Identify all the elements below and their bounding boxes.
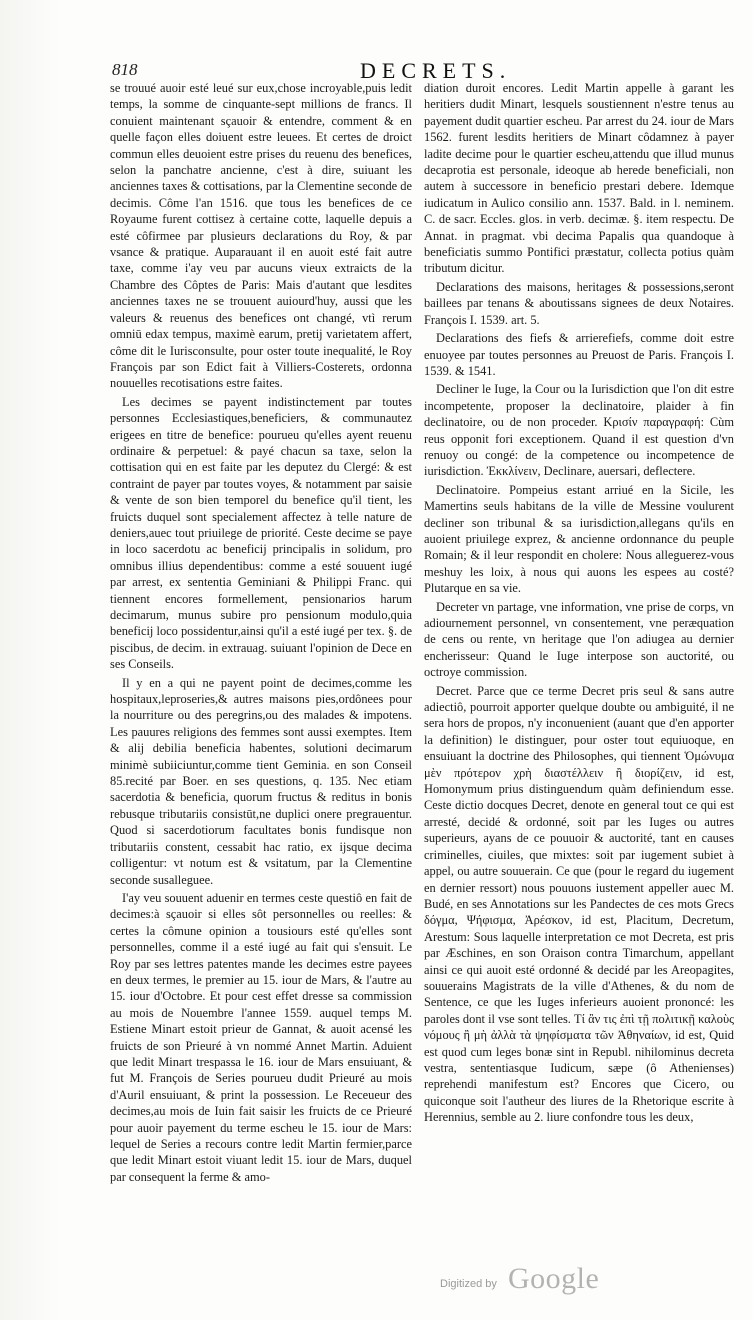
digitized-watermark (440, 1262, 700, 1302)
entry-declarations-maisons: Declarations des maisons, heritages & possessions,seront baillees par tenans & aboutissans signees de deux Notaires. François I. 1539. art. 5. (424, 279, 734, 327)
page-gutter (0, 0, 60, 1320)
left-paragraph: Il y en a qui ne payent point de decimes,comme les hospitaux,leproseries,& autres maisons pies,ordônees pour la nourriture ou des peregrins,ou des malades & impotens. Les pauures religions des femmes sont aussi exemptes. Item & alij debilia beneficia habentes, solutioni decimarum minimè subiiciuntur,comme tient Geminia. en son Conseil 85.recité par Boer. en ses questions, q. 135. Nec etiam sacerdotia & beneficia, quorum fructus & reditus in bonis rebusque tributariis consistūt,ne duplici onere pregrauentur. Quod si sacerdotiorum facultates bonis fundisque non tributariis constent, cessabit hac ratio, ex ijsque decima colligentur: vt notum est & vsitatum, par la Clementine seconde susalleguee. (110, 675, 412, 887)
entry-decliner: Decliner le Iuge, la Cour ou la Iurisdiction que l'on dit estre incompetente, proposer la declinatoire, plaider à fin declinatoire, ou de non proceder. Κρισίν παραγραφή: Cùm reus opponit fori exceptionem. Quand il est question d'vn renuoy ou congé: de la competence ou incompetence de iurisdiction. Ἐκκλίνειν, Declinare, auersari, deflectere. (424, 382, 734, 479)
folio-number: 818 (112, 60, 138, 79)
google-logo: Google (508, 1262, 600, 1295)
left-paragraph: I'ay veu souuent aduenir en termes ceste questiô en fait de decimes:à sçauoir si elles sôt personnelles ou reelles: & certes la cômune opinion a tousiours esté qu'elles sont personnelles, comme il a esté iugé au fait qui s'ensuit. Le Roy par ses lettres patentes mande les decimes estre payees en deux termes, le premier au 15. iour de Mars, & l'autre au 15. iour d'Octobre. Et pour cest effet dresse sa commission au mois de Nouembre l'annee 1559. auquel temps M. Estiene Minart estoit prieur de Gannat, & auoit acensé les fruicts de son Prieuré à vn nommé Annet Martin. Aduient que ledit Minart trespassa le 16. iour de Mars ensuiuant, & fut M. François de Series pourueu dudit Prieuré au mois d'Auril ensuiuant, & print la possession. Le Receueur des decimes,au mois de Iuin fait saisir les fruicts de ce Prieuré pour auoir payement du terme escheu le 15. iour de Mars: lequel de Series a recours contre ledit Martin fermier,parce que ledit Minart estoit viuant ledit 15. iour de Mars, duquel par consequent la ferme & amo- (110, 890, 412, 1184)
left-paragraph: se trouué auoir esté leué sur eux,chose incroyable,puis ledit temps, la somme de cinquante-sept millions de francs. Il conuient maintenant sçauoir & entendre, comment & en quelle façon elles doiuent estre leuees. Et certes de droict commun elles deuoient estre prises du reuenu des benefices, selon la panchatre ancienne, c'est à dire, suiuant les anciennes taxes & cottisations, par la Clementine seconde de decimis. Côme l'an 1516. que tous les benefices de ce Royaume furent cottisez à certaine cotte, laquelle depuis a esté côfirmee par plusieurs declarations du Roy, & par vsance & pratique. Auparauant il en auoit esté fait autre taxe, comme i'ay veu par aucuns vieux extraicts de la Chambre des Côptes de Paris: Mais d'autant que lesdites anciennes taxes ne se trouuent auiourd'huy, aussi que les valeurs & reuenus des benefices ont changé, vtì rerum omniū edax tempus, maximè earum, pretij varietatem affert, côme dit le Iurisconsulte, pour oster toute inequalité, le Roy François par son Edict fait à Villiers-Costerets, ordonna nouuelles recotisations estre faites. (110, 81, 412, 391)
left-column (110, 80, 412, 1184)
right-column (424, 80, 734, 1200)
entry-declinatoire: Declinatoire. Pompeius estant arriué en la Sicile, les Mamertins seuls habitans de la ville de Messine voulurent decliner son tribunal & sa iurisdiction,allegans qu'ils en auoient priuilege exprez, & ancienne ordonnance du peuple Romain; & il leur respondit en cholere: Nous alleguerez-vous meshuy les loix, à nous qui auons les espees au costé? Plutarque en sa vie. (424, 482, 734, 596)
digitized-by-label: Digitized by (440, 1278, 497, 1290)
entry-decret: Decret. Parce que ce terme Decret pris seul & sans autre adiectiô, pourroit apporter quelque doubte ou ambiguité, il ne sera hors de propos, n'y inconuenient (auant que d'en apporter la definition) le distinguer, pour oster tout equiuoque, en ensuiuant la doctrine des Philosophes, qui tiennent Ὁμώνυμα μὲν πρότερον χρὴ διαστέλλειν ἢ διορίζειν, id est, Homonymum prius distinguendum quàm definiendum esse. Ceste dictio docques Decret, denote en general tout ce qui est arresté, decidé & ordonné, soit par les Iuges ou autres superieurs, ayans de ce pouuoir & auctorité, tant en causes criminelles, ciuiles, que mixtes: soit par iugement subiet à appel, ou autre souuerain. Ce que (pour le regard du iugement en dernier ressort) nous pouuons iustement appeller auec M. Budé, en ses Annotations sur les Pandectes de ces mots Grecs δόγμα, Ψήφισμα, Ἀρέσκον, id est, Placitum, Decretum, Arestum: Sous laquelle interpretation ce mot Decreta, est pris par Æschines, en son Oraison contra Timarchum, appellant ainsi ce qui auoit esté ordonné & decidé par les Areopagites, souuerains Magistrats de la ville d'Athenes, & du nom de Sentence, ce que les Iuges inferieurs auoient prononcé: les paroles dont il vse sont telles. Τί ἂν τις ἐπὶ τῇ πολιτικῇ καλοὺς νόμους ἢ μὴ ἀλλὰ τὰ ψηφίσματα τῶν Ἀθηναίων, id est, Quid est quod cum leges bonæ sint in Republ. nihilominus decreta vestra, sententiasque Iudicum, sæpe (ô Athenienses) reprehendi manifestum est? Encores que Cicero, ou quiconque soit l'autheur des liures de la Rhetorique escrite à Herennius, semble au 2. liure confondre tous les deux, (424, 683, 734, 1125)
entry-decreter: Decreter vn partage, vne information, vne prise de corps, vn adiournement personnel, vn consentement, vne peræquation de cens ou rente, vn heritage que l'on adiugea au dernier encherisseur: Quand le Iuge interpose son auctorité, ou octroye commission. (424, 599, 734, 680)
left-paragraph: Les decimes se payent indistinctement par toutes personnes Ecclesiastiques,beneficiers, & communautez erigees en titre de benefice: pourueu qu'elles ayent reuenu ordinaire & perpetuel: & payé chacun sa taxe, selon la cottisation qui en est faite par les deputez du Clergé: & est contraint de payer par toutes voyes, & notamment par saisie & vente de son bien temporel du benefice qu'il tient, les fruicts duquel sont specialement affectez à telle nature de deniers,auec tout priuilege de priorité. Ceste decime se paye in loco sacerdotu ac beneficij principalis in solidum, pro omnibus illius dependentibus: comme a esté souuent iugé par arrest, ex sententia Geminiani & Philippi Franc. qui tiennent encores formellement, pensionarios harum decimarum, munus subire pro pensionum modulo,quia beneficij loco possidentur,ainsi qu'il a esté iugé per tex. §. de piscibus, de decim. in extrauag. suiuant l'opinion de Dece en ses Conseils. (110, 394, 412, 672)
running-title: DECRETS. (360, 58, 512, 83)
right-paragraph: diation duroit encores. Ledit Martin appelle à garant les heritiers dudit Minart, lesquels soustiennent n'estre tenus au payement dudit quartier escheu. Par arrest du 24. iour de Mars 1562. furent lesdits heritiers de Minart côdamnez à payer ladite decime pour le quartier escheu,attendu que illud munus decaprotia est personale, ideoque ab herede beneficiali, non autem à successore in beneficio prestari debere. Idemque iudicatum in Aulico consilio ann. 1537. Bald. in l. neminem. C. de sacr. Eccles. glos. in verb. decimæ. §. item respectu. De Annat. in pragmat. vbi decima Papalis qua quandoque à beneficiatis summo Pontifici præstatur, collecta potius quàm tributum dicitur. (424, 81, 734, 276)
entry-declarations-fiefs: Declarations des fiefs & arrierefiefs, comme doit estre enuoyee par toutes personnes au Preuost de Paris. François I. 1539. & 1541. (424, 331, 734, 378)
